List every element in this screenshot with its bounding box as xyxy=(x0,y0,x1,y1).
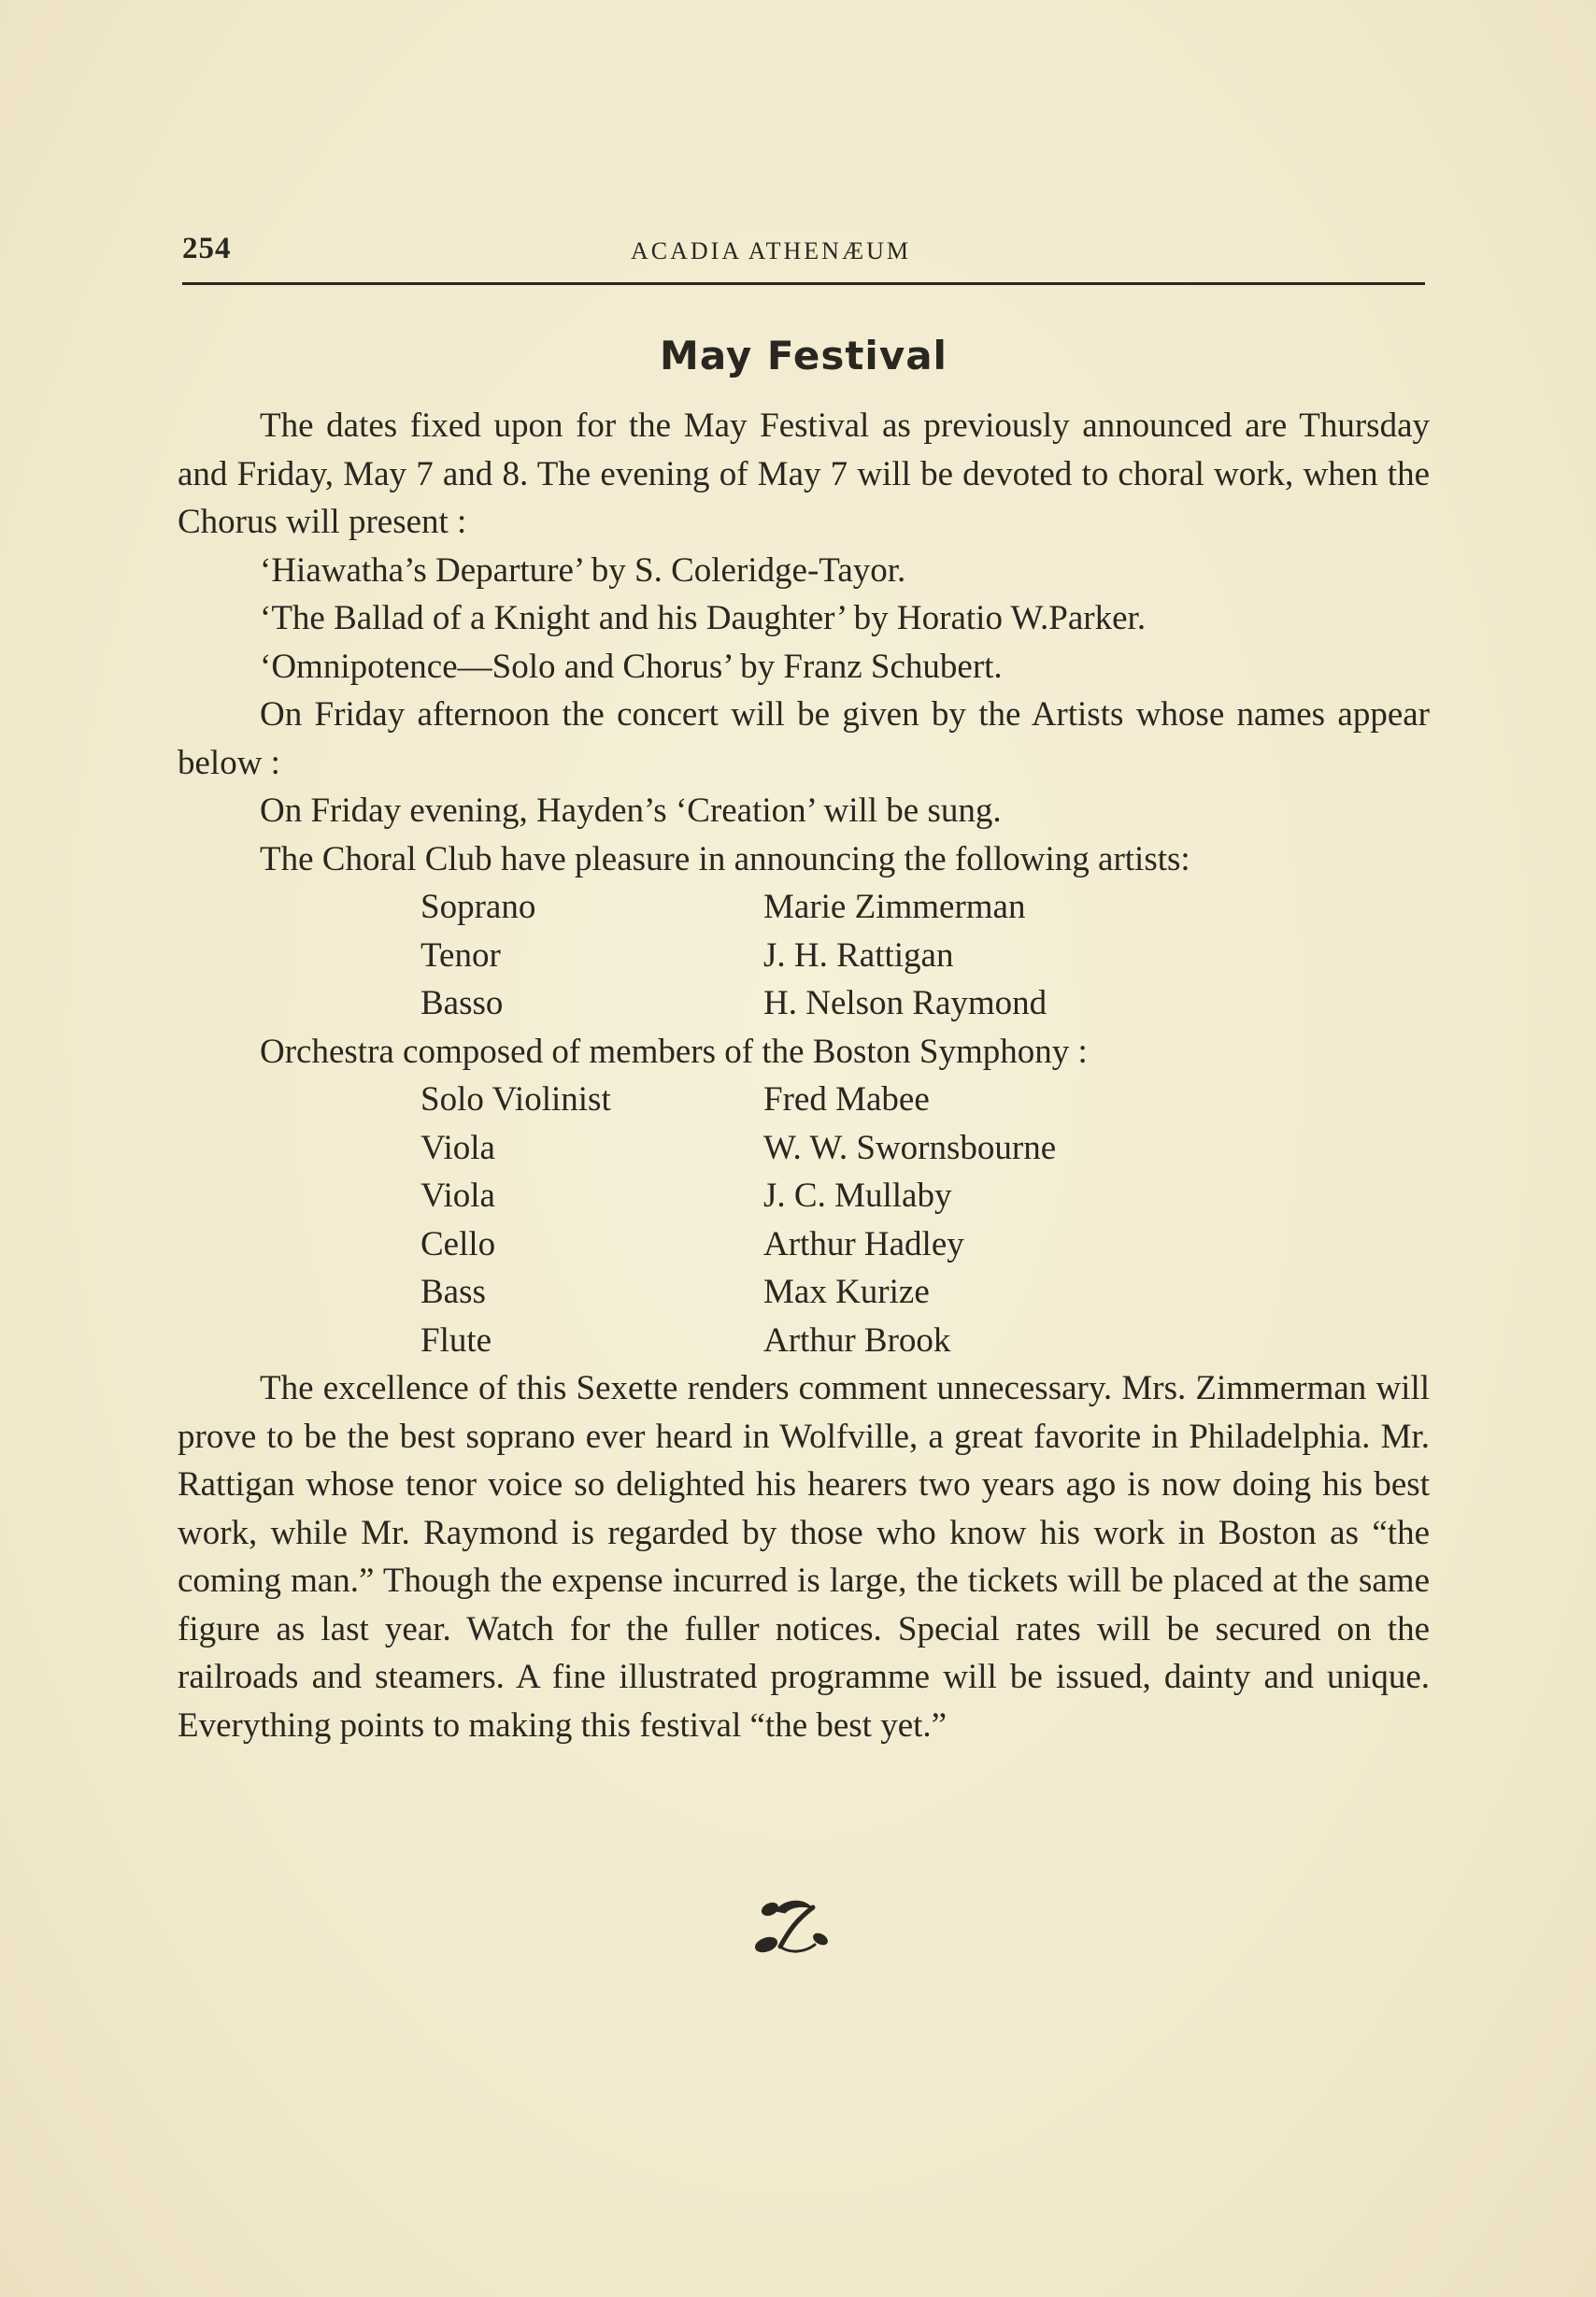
list-item xyxy=(420,1268,1430,1317)
running-head xyxy=(182,232,1425,278)
credit-name: W. W. Swornsbourne xyxy=(763,1128,1057,1167)
credit-name: Arthur Brook xyxy=(763,1320,951,1360)
credit-role: Viola xyxy=(420,1177,495,1215)
closing-paragraph: The excellence of this Sexette renders comment unnecessary. Mrs. Zimmerman will prove to be the best soprano ever heard in Wolfville, a great favorite in Philadelphia. Mr. Rattigan whose tenor voice so delighted his hearers two years ago is now doing his best work, while Mr. Raymond is regarded by those who know his work in Boston as “the coming man.” Though the expense incurred is large, the tickets will be placed at the same figure as last year. Watch for the fuller notices. Special rates will be secured on the railroads and steamers. A fine illustrated programme will be issued, dainty and unique. Everything points to making this festival “the best yet.” xyxy=(178,1369,1430,1745)
credit-name: Marie Zimmerman xyxy=(763,888,1026,926)
credit-role: Flute xyxy=(420,1320,492,1360)
credit-name: Fred Mabee xyxy=(763,1080,930,1119)
list-item xyxy=(420,1220,1430,1269)
credit-name: J. H. Rattigan xyxy=(763,935,954,975)
credit-role: Basso xyxy=(420,984,504,1022)
article-body xyxy=(178,402,1430,1749)
credit-name: Arthur Hadley xyxy=(763,1224,964,1263)
fleuron-icon xyxy=(748,1892,841,1958)
article-title: May Festival xyxy=(660,333,948,378)
soloists-list xyxy=(178,883,1430,1028)
artists-intro: The Choral Club have pleasure in announcing the following artists: xyxy=(260,839,1190,878)
program-item: ‘Hiawatha’s Departure’ by S. Coleridge-Tayor. xyxy=(260,550,906,590)
list-item xyxy=(420,1076,1430,1124)
credit-name: H. Nelson Raymond xyxy=(763,984,1047,1022)
credit-role: Cello xyxy=(420,1224,496,1263)
journal-title: ACADIA ATHENÆUM xyxy=(631,237,911,264)
credit-name: Max Kurize xyxy=(763,1273,930,1311)
credit-role: Solo Violinist xyxy=(420,1080,611,1119)
page-number: 254 xyxy=(182,232,232,265)
credit-role: Tenor xyxy=(420,935,501,975)
list-item xyxy=(420,1124,1430,1173)
header-rule xyxy=(182,282,1425,285)
orchestra-list xyxy=(178,1076,1430,1364)
list-item xyxy=(420,1172,1430,1220)
list-item xyxy=(420,1317,1430,1365)
evening-paragraph: On Friday evening, Hayden’s ‘Creation’ will be sung. xyxy=(260,792,1002,830)
credit-role: Soprano xyxy=(420,888,536,926)
list-item xyxy=(420,932,1430,980)
list-item xyxy=(420,883,1430,932)
program-item: ‘The Ballad of a Knight and his Daughter’ by Horatio W.Parker. xyxy=(260,599,1147,637)
orchestra-intro: Orchestra composed of members of the Boston Symphony : xyxy=(260,1032,1088,1071)
credit-role: Bass xyxy=(420,1273,486,1311)
afternoon-paragraph: On Friday afternoon the concert will be given by the Artists whose names appear below : xyxy=(178,695,1430,782)
program-item: ‘Omnipotence—Solo and Chorus’ by Franz Schubert. xyxy=(260,647,1003,686)
intro-paragraph: The dates fixed upon for the May Festival as previously announced are Thursday and Friday, May 7 and 8. The evening of May 7 will be devoted to choral work, when the Chorus will present : xyxy=(178,407,1430,541)
credit-name: J. C. Mullaby xyxy=(763,1177,952,1215)
credit-role: Viola xyxy=(420,1128,495,1167)
list-item xyxy=(420,979,1430,1028)
